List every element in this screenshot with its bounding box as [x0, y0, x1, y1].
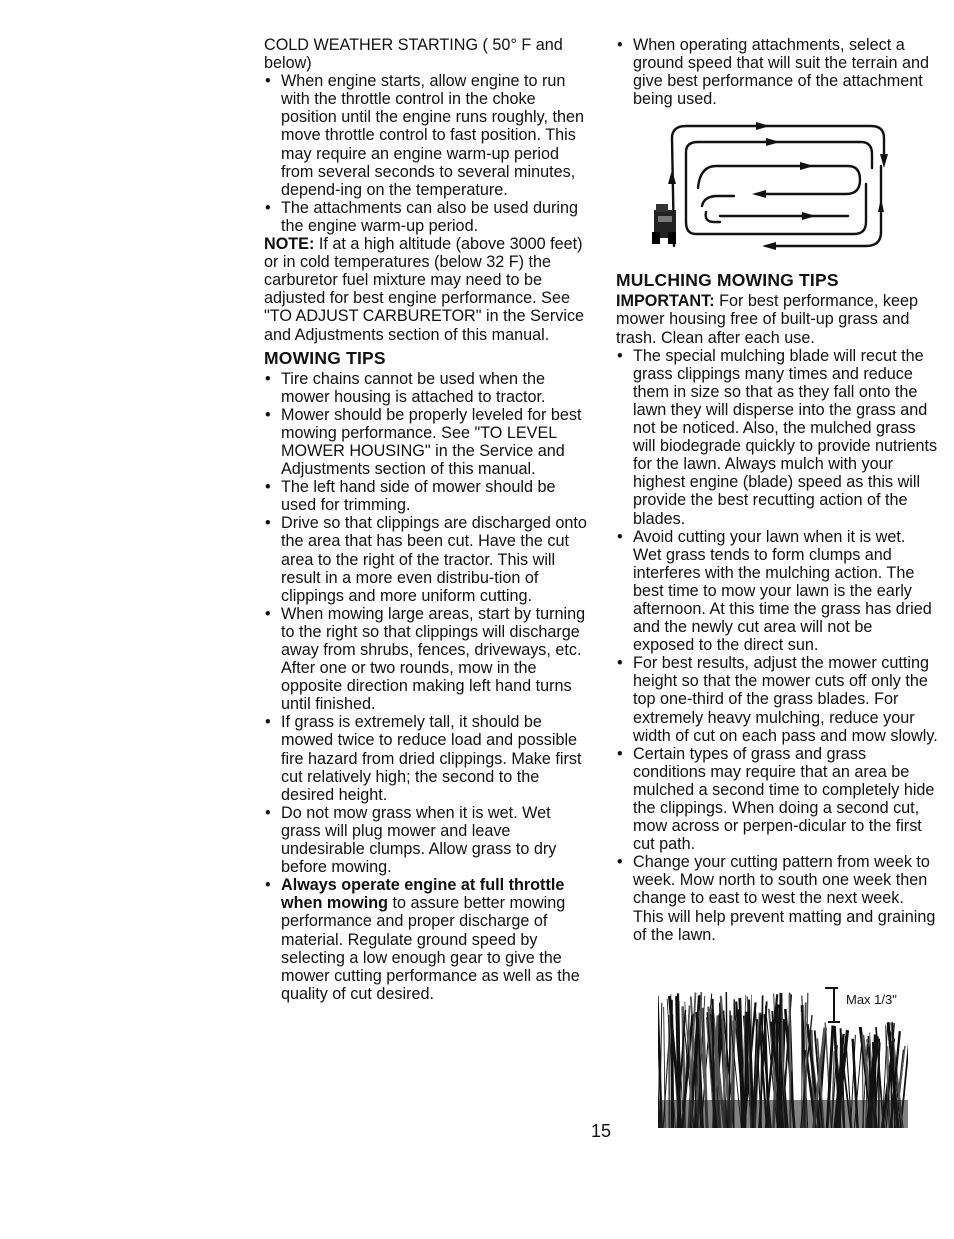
- full-throttle-warning: Always operate engine at full throttle when mowing: [281, 876, 565, 913]
- cold-weather-heading: COLD WEATHER STARTING ( 50° F and below): [264, 36, 563, 73]
- list-item: • Certain types of grass and grass conditions may require that an area be mulched a second time to completely hide the clippings. When doing a second cut, mow across or perpen-dicular to the first cut path.: [617, 744, 935, 854]
- list-item: • The special mulching blade will recut the grass clippings many times and reduce them in size so that as they fall onto the lawn they will disperse into the grass and not be noticed. Also, the mulched grass will biodegrade quickly to provide nutrients for the lawn. Always mulch with your highest engine (blade) speed as this will provide the best recutting action of the blades.: [617, 346, 938, 528]
- page-number: 15: [591, 1121, 612, 1141]
- list-item: • Drive so that clippings are discharged onto the area that has been cut. Have the cut area to the right of the tractor. This will result in a more even distribu-tion of clippings and more uniform cutting.: [265, 514, 587, 605]
- list-item: • When operating attachments, select a ground speed that will suit the terrain and give best performance of the attachment being used.: [617, 36, 930, 109]
- left-column: [264, 36, 588, 1003]
- list-item: • Tire chains cannot be used when the mower housing is attached to tractor.: [265, 369, 546, 406]
- mowing-tips-heading: MOWING TIPS: [264, 347, 386, 368]
- list-item: • Avoid cutting your lawn when it is wet. Wet grass tends to form clumps and interferes with the mulching action. The best time to mow your lawn is the early afternoon. At this time the grass has dried and the newly cut area will not be exposed to the direct sun.: [617, 527, 932, 655]
- note-paragraph: NOTE: If at a high altitude (above 3000 feet) or in cold temperatures (below 32 F) the carburetor fuel mixture may need to be adjusted for best engine performance. See "TO ADJUST CARBURETOR" in the Service and Adjustments section of this manual.: [264, 235, 585, 344]
- list-item: • Do not mow grass when it is wet. Wet grass will plug mower and leave undesirable clumps. Allow grass to dry before mowing.: [265, 803, 557, 877]
- list-item: • When engine starts, allow engine to run with the throttle control in the choke position until the engine runs roughly, then move throttle control to fast position. This may require an engine warm-up period from several seconds to several minutes, depend-ing on the temperature.: [265, 72, 584, 199]
- mulching-heading: MULCHING MOWING TIPS: [616, 270, 839, 291]
- tractor-icon: [652, 204, 676, 244]
- list-item: • The left hand side of mower should be used for trimming.: [265, 478, 556, 515]
- max-height-label: Max 1/3": [846, 992, 897, 1007]
- right-column: [616, 36, 938, 944]
- list-item: • If grass is extremely tall, it should be mowed twice to reduce load and possible fire hazard from dried clippings. Make first cut relatively high; the second to the desired height.: [265, 713, 582, 804]
- note-label: NOTE:: [264, 235, 315, 254]
- important-label: IMPORTANT:: [616, 292, 715, 311]
- list-item: • When mowing large areas, start by turning to the right so that clippings will discharge away from shrubs, fences, driveways, etc. After one or two rounds, mow in the opposite direction making left hand turns until finished.: [265, 604, 586, 714]
- list-item: • Mower should be properly leveled for best mowing performance. See "TO LEVEL MOWER HOUSING" in the Service and Adjustments section of this manual.: [265, 405, 582, 479]
- grass-height-illustration: [658, 982, 908, 1128]
- list-item: • For best results, adjust the mower cutting height so that the mower cuts off only the top one-third of the grass blades. For extremely heavy mulching, reduce your width of cut on each pass and mow slowly.: [617, 654, 938, 745]
- list-item: • The attachments can also be used during the engine warm-up period.: [265, 198, 578, 235]
- important-paragraph: IMPORTANT: For best performance, keep mower housing free of built-up grass and trash. Clean after each use.: [616, 292, 918, 347]
- list-item: • Always operate engine at full throttle when mowing to assure better mowing performance and proper discharge of material. Regulate ground speed by selecting a low enough gear to give the mower cutting performance as well as the quality of cut desired.: [265, 876, 580, 1003]
- list-item: • Change your cutting pattern from week to week. Mow north to south one week then change to east to west the next week. This will help prevent matting and graining of the lawn.: [617, 853, 936, 944]
- mowing-pattern-diagram: [616, 114, 916, 266]
- mowing-pattern-diagram: [616, 114, 916, 266]
